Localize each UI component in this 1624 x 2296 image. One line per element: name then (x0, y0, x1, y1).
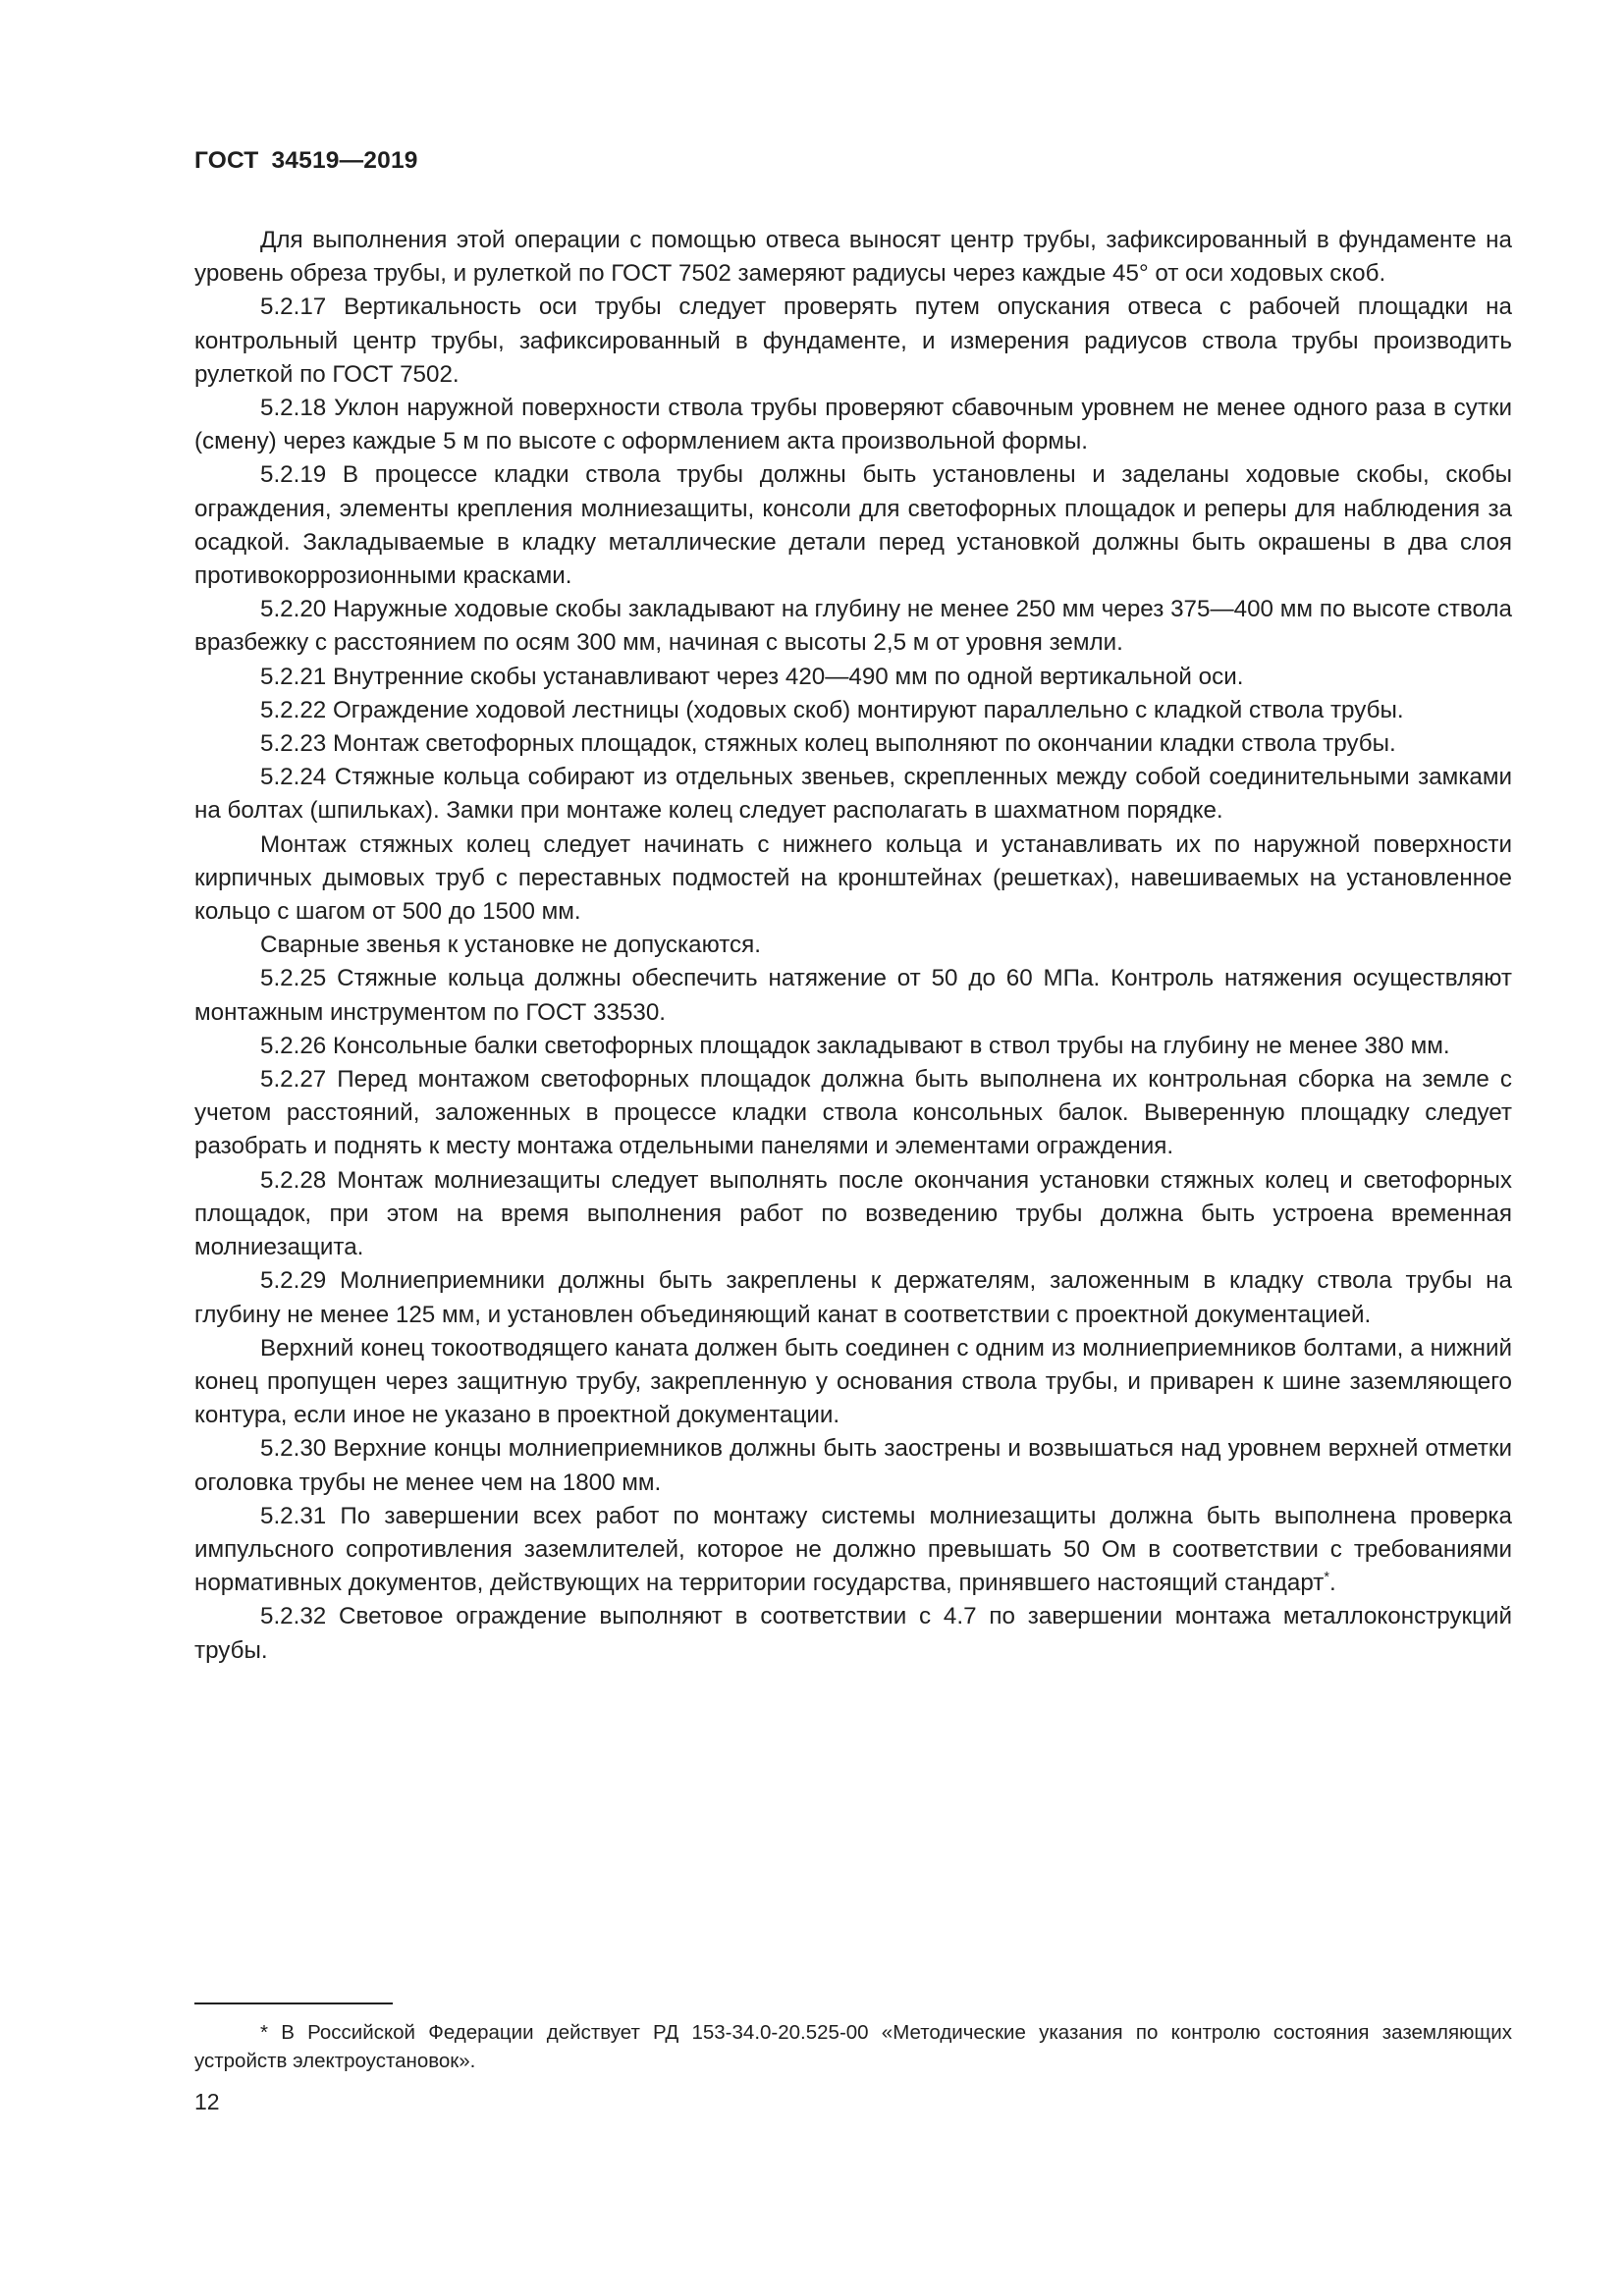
paragraph-5-2-30: 5.2.30 Верхние концы молниеприемников должны быть заострены и возвышаться над уровнем верхней отметки оголовка трубы не менее чем на 1800 мм. (194, 1435, 1512, 1496)
paragraph-5-2-28: 5.2.28 Монтаж молниезащиты следует выполнять после окончания установки стяжных колец и светофорных площадок, при этом на время выполнения работ по возведению трубы должна быть устроена временная молниезащита. (194, 1166, 1512, 1261)
paragraph-5-2-27: 5.2.27 Перед монтажом светофорных площадок должна быть выполнена их контрольная сборка на земле с учетом расстояний, заложенных в процессе кладки ствола консольных балок. Выверенную площадку следует разобрать и поднять к месту монтажа отдельными панелями и элементами ограждения. (194, 1066, 1512, 1160)
paragraph: Сварные звенья к установке не допускаются. (260, 932, 761, 959)
paragraph: Для выполнения этой операции с помощью отвеса выносят центр трубы, зафиксированный в фундаменте на уровень обреза трубы, и рулеткой по ГОСТ 7502 замеряют радиусы через каждые 45° от оси ходовых скоб. (194, 227, 1512, 288)
page-number: 12 (194, 2089, 220, 2114)
footnote: * В Российской Федерации действует РД 153-34.0-20.525-00 «Методические указания по контролю состояния заземляющих устройств электроустановок». (194, 2021, 1512, 2072)
paragraph-5-2-32: 5.2.32 Световое ограждение выполняют в соответствии с 4.7 по завершении монтажа металлоконструкций трубы. (194, 1603, 1512, 1664)
paragraph: Монтаж стяжных колец следует начинать с нижнего кольца и устанавливать их по наружной поверхности кирпичных дымовых труб с переставных подмостей на кронштейнах (решетках), навешиваемых на установленное кольцо с шагом от 500 до 1500 мм. (194, 830, 1512, 926)
footnote-divider (194, 2002, 393, 2004)
footnote-marker: * (1324, 1570, 1330, 1586)
body-text (194, 224, 1512, 1668)
paragraph-tail: . (1329, 1570, 1336, 1597)
paragraph-text: 5.2.31 По завершении всех работ по монтажу системы молниезащиты должна быть выполнена проверка импульсного сопротивления заземлителей, которое не должно превышать 50 Ом в соответствии с требованиями нормативных документов, действующих на территории государства, принявшего настоящий стандарт (194, 1502, 1512, 1597)
paragraph-5-2-18: 5.2.18 Уклон наружной поверхности ствола трубы проверяют сбавочным уровнем не менее одного раза в сутки (смену) через каждые 5 м по высоте с оформлением акта произвольной формы. (194, 395, 1512, 455)
paragraph-5-2-22: 5.2.22 Ограждение ходовой лестницы (ходовых скоб) монтируют параллельно с кладкой ствола трубы. (260, 696, 1404, 723)
page-header: ГОСТ 34519—2019 (194, 147, 418, 174)
paragraph-5-2-20: 5.2.20 Наружные ходовые скобы закладывают на глубину не менее 250 мм через 375—400 мм по высоте ствола вразбежку с расстоянием по осям 300 мм, начиная с высоты 2,5 м от уровня земли. (194, 596, 1512, 657)
paragraph-5-2-25: 5.2.25 Стяжные кольца должны обеспечить натяжение от 50 до 60 МПа. Контроль натяжения осуществляют монтажным инструментом по ГОСТ 33530. (194, 965, 1512, 1026)
paragraph-5-2-17: 5.2.17 Вертикальность оси трубы следует проверять путем опускания отвеса с рабочей площадки на контрольный центр трубы, зафиксированный в фундаменте, и измерения радиусов ствола трубы производить рулеткой по ГОСТ 7502. (194, 294, 1512, 388)
paragraph-5-2-31 (194, 1500, 1512, 1601)
paragraph-5-2-24: 5.2.24 Стяжные кольца собирают из отдельных звеньев, скрепленных между собой соединительными замками на болтах (шпильках). Замки при монтаже колец следует располагать в шахматном порядке. (194, 764, 1512, 825)
paragraph-5-2-19: 5.2.19 В процессе кладки ствола трубы должны быть установлены и заделаны ходовые скобы, скобы ограждения, элементы крепления молниезащиты, консоли для светофорных площадок и реперы для наблюдения за осадкой. Закладываемые в кладку металлические детали перед установкой должны быть окрашены в два слоя противокоррозионными красками. (194, 461, 1512, 590)
paragraph: Верхний конец токоотводящего каната должен быть соединен с одним из молниеприемников болтами, а нижний конец пропущен через защитную трубу, закрепленную у основания ствола трубы, и приварен к шине заземляющего контура, если иное не указано в проектной документации. (194, 1334, 1512, 1429)
paragraph-5-2-29: 5.2.29 Молниеприемники должны быть закреплены к держателям, заложенным в кладку ствола трубы на глубину не менее 125 мм, и установлен объединяющий канат в соответствии с проектной документацией. (194, 1267, 1512, 1328)
paragraph-5-2-21: 5.2.21 Внутренние скобы устанавливают через 420—490 мм по одной вертикальной оси. (260, 663, 1244, 690)
paragraph-5-2-23: 5.2.23 Монтаж светофорных площадок, стяжных колец выполняют по окончании кладки ствола трубы. (260, 730, 1396, 758)
paragraph-5-2-26: 5.2.26 Консольные балки светофорных площадок закладывают в ствол трубы на глубину не менее 380 мм. (260, 1032, 1450, 1059)
